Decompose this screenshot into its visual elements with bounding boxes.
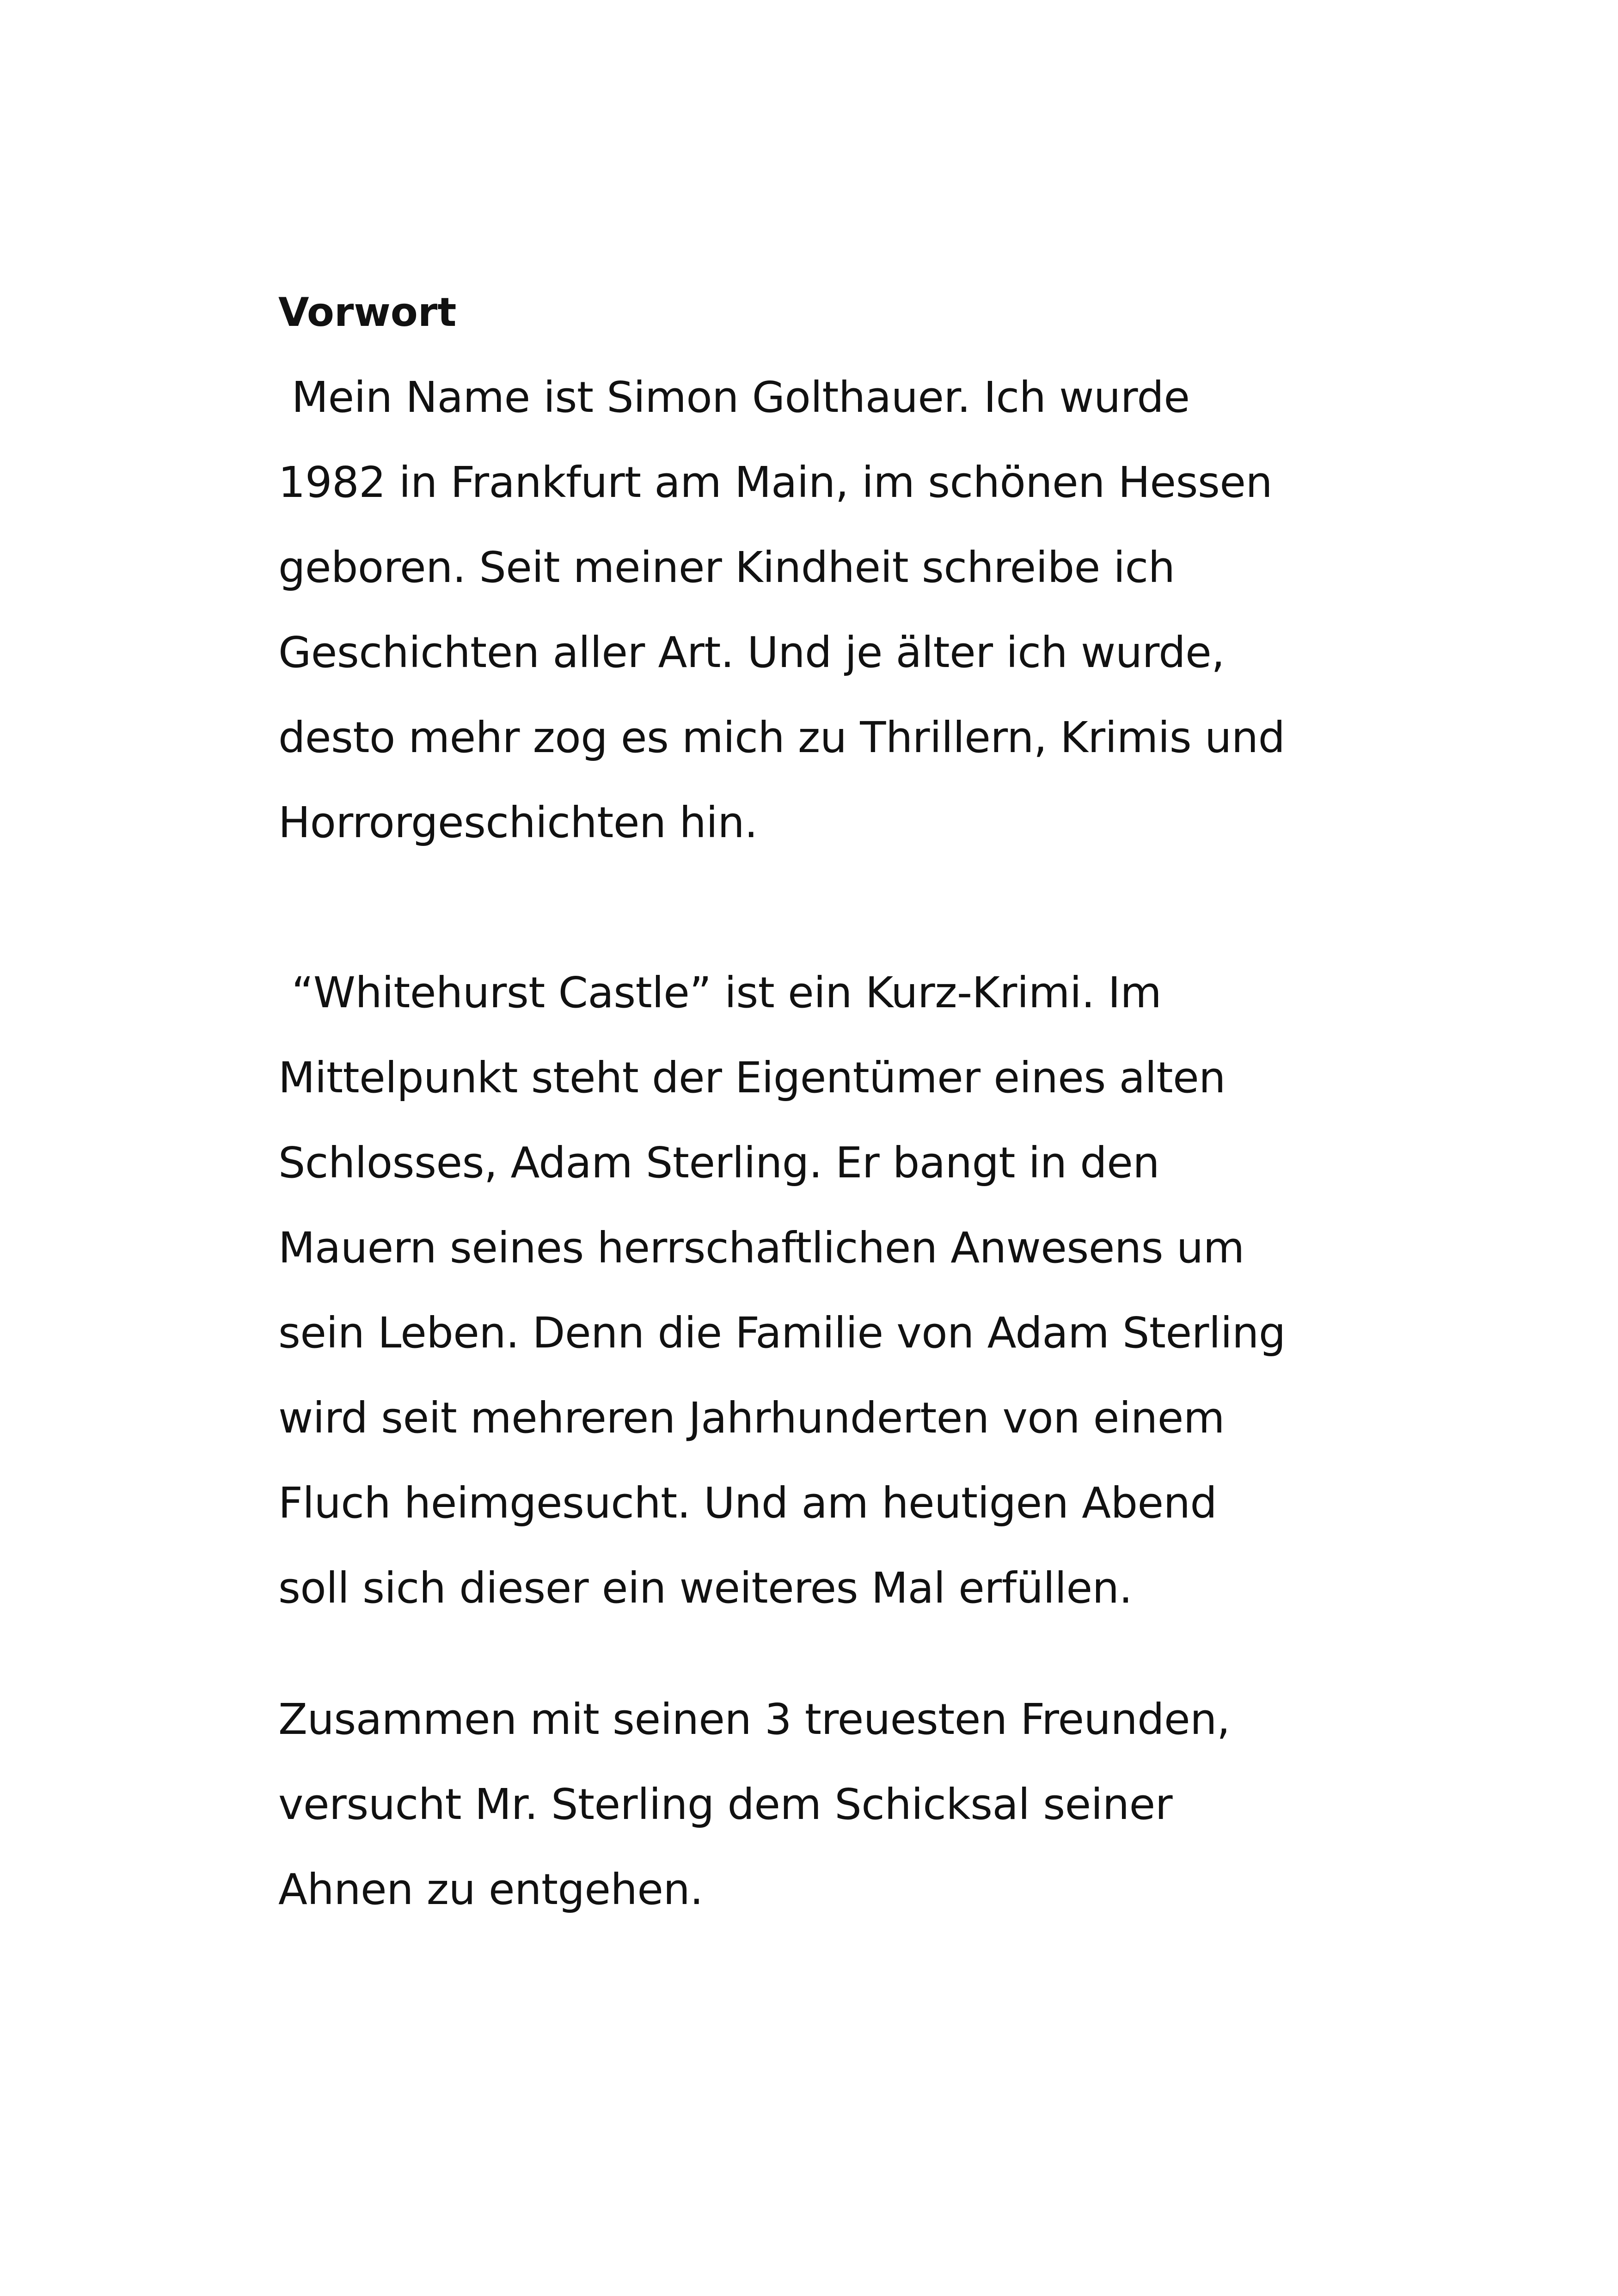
text-line: Horrorgeschichten hin. <box>278 798 758 847</box>
text-line: Mein Name ist Simon Golthauer. Ich wurde <box>278 373 1190 422</box>
paragraph-story-summary <box>278 950 1388 1631</box>
text-line: versucht Mr. Sterling dem Schicksal seiner <box>278 1780 1173 1829</box>
text-line: Zusammen mit seinen 3 treuesten Freunden, <box>278 1695 1230 1744</box>
text-line: soll sich dieser ein weiteres Mal erfüllen. <box>278 1563 1133 1613</box>
page-title: Vorwort <box>278 289 457 336</box>
text-line: Ahnen zu entgehen. <box>278 1865 703 1914</box>
text-line: geboren. Seit meiner Kindheit schreibe ich <box>278 543 1175 592</box>
paragraph-author-intro <box>278 355 1388 865</box>
text-line: desto mehr zog es mich zu Thrillern, Krimis und <box>278 713 1285 762</box>
text-line: Geschichten aller Art. Und je älter ich wurde, <box>278 628 1225 677</box>
paragraph-closing <box>278 1677 1388 1932</box>
text-line: sein Leben. Denn die Familie von Adam Sterling <box>278 1308 1286 1358</box>
text-line: Fluch heimgesucht. Und am heutigen Abend <box>278 1478 1217 1528</box>
text-line: wird seit mehreren Jahrhunderten von einem <box>278 1393 1225 1443</box>
text-line: “Whitehurst Castle” ist ein Kurz-Krimi. Im <box>278 968 1162 1017</box>
text-line: Mauern seines herrschaftlichen Anwesens um <box>278 1223 1244 1273</box>
text-line: Mittelpunkt steht der Eigentümer eines alten <box>278 1053 1226 1102</box>
text-line: Schlosses, Adam Sterling. Er bangt in den <box>278 1138 1160 1188</box>
document-body <box>278 270 1388 1932</box>
text-line: 1982 in Frankfurt am Main, im schönen Hessen <box>278 458 1273 507</box>
